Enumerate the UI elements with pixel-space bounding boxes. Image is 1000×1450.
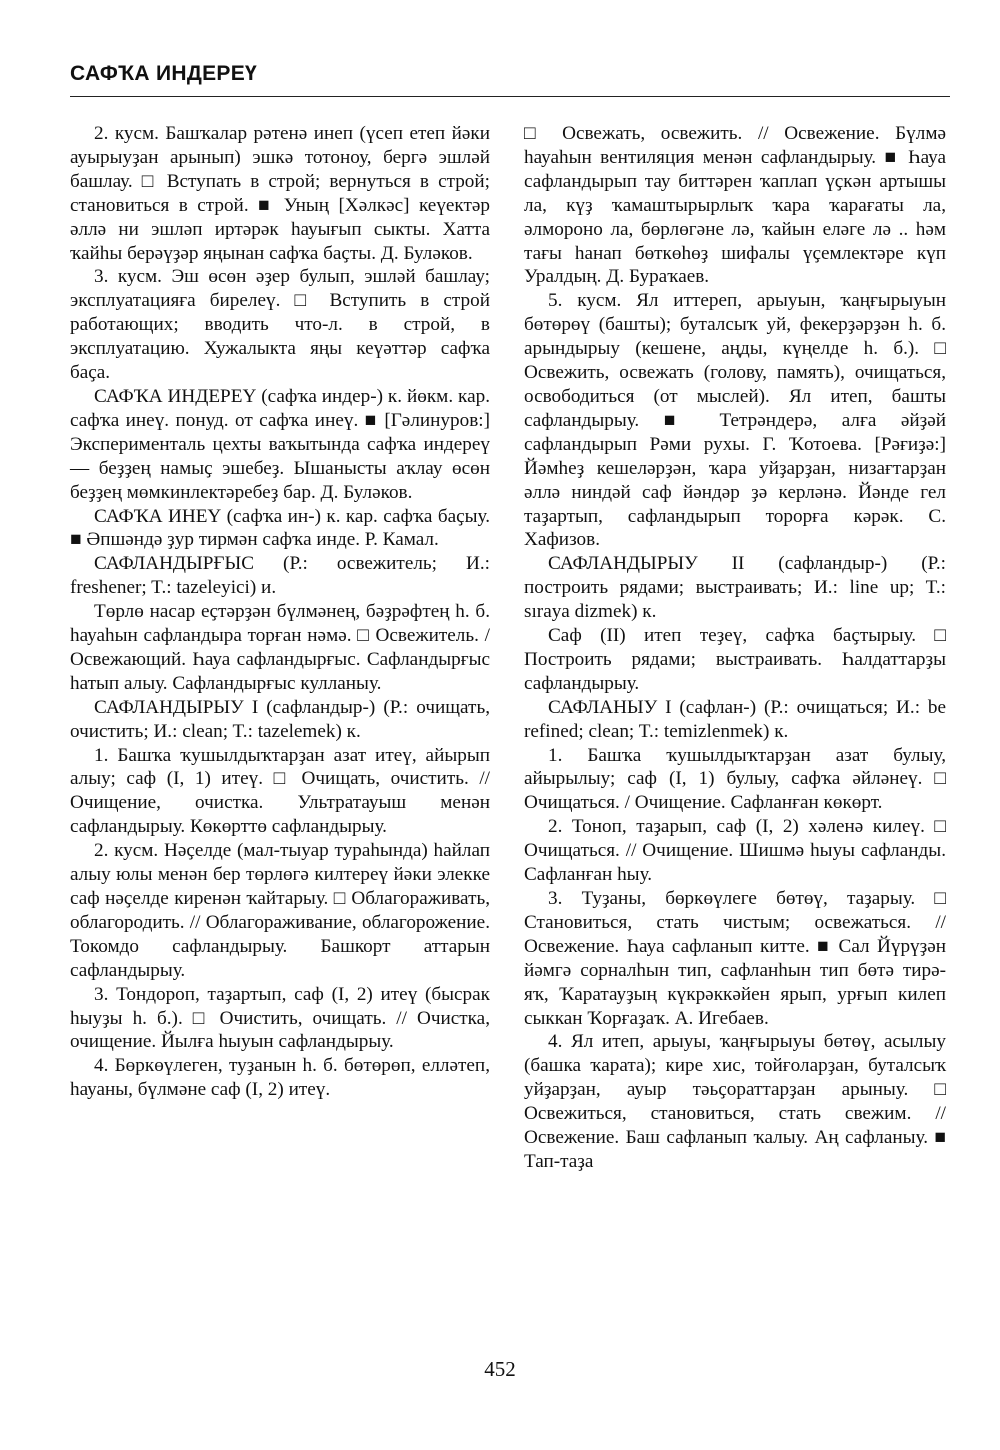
paragraph: 3. Тондороп, таҙартып, саф (I, 2) итеү (бысрак һыуҙы һ. б.). □ Очистить, очищать. // Очистка, очищение. Йылға һыуын сафландырыу.	[70, 983, 490, 1053]
entry-safka-inew: САФҠА ИНЕҮ (сафҡа ин-) к. кар. сафҡа баҫыу. ■ Әпшәндә ҙур тирмән сафҡа инде. Р. Камал.	[70, 505, 490, 551]
paragraph: 3. Туҙаны, бөркөүлеге бөтөү, таҙарыу. □ Становиться, стать чистым; освежаться. // Освежение. Һауа сафланып китте. ■ Сал Йүрүҙән йәмгә сорналһын тип, сафланһын тип бөтә тирә-яҡ, Ҡаратауҙың күкрәккәйен ярып, урғып килеп сыккан Ҡорғаҙаҡ. А. Игебаев.	[524, 888, 946, 1029]
running-head: САФҠА ИНДЕРЕҮ	[70, 62, 258, 85]
paragraph: Саф (II) итеп теҙеү, сафҡа баҫтырыу. □ Построить рядами; выстраивать. Һалдаттарҙы сафландырыу.	[524, 625, 946, 694]
paragraph: 2. кусм. Нәҫелде (мал-тыуар тураһында) һайлап алыу юлы менән бер төрлөгә килтереү йәки элекке саф нәҫелде киренән ҡайтарыу. □ Облагораживать, облагородить. // Облагораживание, облагорожение. Токомдо сафландырыу. Башкорт аттарын сафландырыу.	[70, 840, 490, 981]
paragraph: 2. Тоноп, таҙарып, саф (I, 2) хәленә килеү. □ Очищаться. // Очищение. Шишмә һыуы сафланды. Сафланған һыу.	[524, 816, 946, 886]
paragraph: Төрлө насар еҫтәрҙән бүлмәнең, бәҙрәфтең һ. б. һауаһын сафландыра торған нәмә. □ Освежитель. / Освежающий. Һауа сафландырғыс. Сафландырғыс һатып алыу. Сафландырғыс кулланыу.	[70, 601, 490, 694]
paragraph: 1. Башҡа ҡушылдыҡтарҙан азат булыу, айырылыу; саф (I, 1) булыу, сафҡа әйләнеү. □ Очищаться. / Очищение. Сафланған көкөрт.	[524, 744, 946, 814]
entry-saflandyrgys: САФЛАНДЫРҒЫС (Р.: освежитель; И.: freshener; T.: tazeleyici) и.	[70, 553, 490, 599]
entry-saflandyryw-2: САФЛАНДЫРЫУ II (сафландыр-) (Р.: построить рядами; выстраивать; И.: line up; T.: sıraya dizmek) к.	[524, 553, 946, 623]
entry-saflanyw-1: САФЛАНЫУ I (сафлан-) (Р.: очищаться; И.: be refined; clean; T.: temizlenmek) к.	[524, 696, 946, 742]
paragraph: 2. кусм. Башҡалар рәтенә инеп (үсеп етеп йәки ауырыуҙан арынып) эшкә тотоноу, бергә эшләй башлау. □ Вступать в строй; вернуться в строй; становиться в строй. ■ Уның [Хәлкәс] кеүектәр әллә ни эшләп иртәрәк һауығып сыкты. Хатта ҡайһы берәүҙәр яңынан сафҡа баҫты. Д. Буләков.	[70, 123, 490, 264]
paragraph: 1. Башҡа ҡушылдыҡтарҙан азат итеү, айырып алыу; саф (I, 1) итеү. □ Очищать, очистить. // Очищение, очистка. Ультратауыш менән сафландырыу. Көкөрттө сафландырыу.	[70, 744, 490, 838]
entry-saflandyryw-1: САФЛАНДЫРЫУ I (сафландыр-) (Р.: очищать, очистить; И.: clean; T.: tazelemek) к.	[70, 696, 490, 742]
paragraph: 3. кусм. Эш өсөн әҙер булып, эшләй башлау; эксплуатацияға бирелеү. □ Вступить в строй работающих; вводить что-л. в строй, в эксплуатацию. Хужалыкта яңы кеүәттәр сафҡа баҫа.	[70, 266, 490, 384]
right-column	[524, 122, 946, 1174]
paragraph: □ Освежать, освежить. // Освежение. Бүлмә һауаһын вентиляция менән сафландырыу. ■ Һауа сафландырып тау биттәрен ҡаплап үҫкән артышы ла, күҙ ҡамаштырырлыҡ ҡара ҡарағаты ла, әлмороно ла, бөрлөгәне лә, ҡайын еләге лә .. һәм тағы һанап бөткөһөҙ шифалы үҫемлектәре күп Уралдың. Д. Бураҡаев.	[524, 123, 946, 288]
paragraph: 5. кусм. Ял иттереп, арыуын, ҡаңғырыуын бөтөрөү (башты); буталсыҡ уй, фекерҙәрҙән һ. б. арындырыу (кешене, аңды, күңелде һ. б.). □ Освежить, освежать (голову, память), очищаться, освободиться (от мыслей). Ял итеп, башты сафландырыу. ■ Тетрәндерә, алға әйҙәй сафландырып Рәми рухы. Г. Ҡотоева. [Рәғиҙә:] Йәмһеҙ кешеләрҙән, ҡара уйҙарҙан, низағтарҙан әллә ниндәй саф йәндәр ҙә керләнә. Йәнде гел таҙартып, сафландырып торорға кәрәк. С. Хафизов.	[524, 290, 946, 551]
header-rule	[70, 96, 950, 97]
paragraph: 4. Ял итеп, арыуы, ҡаңғырыуы бөтөү, асылыу (башка ҡарата); кире хис, тойғоларҙан, буталсыҡ уйҙарҙан, ауыр тәьҫораттарҙан арыныу. □ Освежиться, становиться, стать свежим. // Освежение. Баш сафланып ҡалыу. Аң сафланыу. ■ Тап-таҙа	[524, 1031, 946, 1172]
page-number: 452	[484, 1357, 516, 1381]
entry-safka-inderew: САФҠА ИНДЕРЕҮ (сафҡа индер-) к. йөкм. кар. сафҡа инеү. понуд. от сафҡа инеү. ■ [Гәлинуров:] Эксперименталь цехты ваҡытында сафҡа индереү — беҙҙең намыҫ эшебеҙ. Ышанысты аҡлау өсөн беҙҙең мөмкинлектәребеҙ бар. Д. Буләков.	[70, 385, 490, 503]
paragraph: 4. Бөркөүлеген, туҙанын һ. б. бөтөрөп, елләтеп, һауаны, бүлмәне саф (I, 2) итеү.	[70, 1055, 490, 1101]
left-column	[70, 122, 490, 1102]
